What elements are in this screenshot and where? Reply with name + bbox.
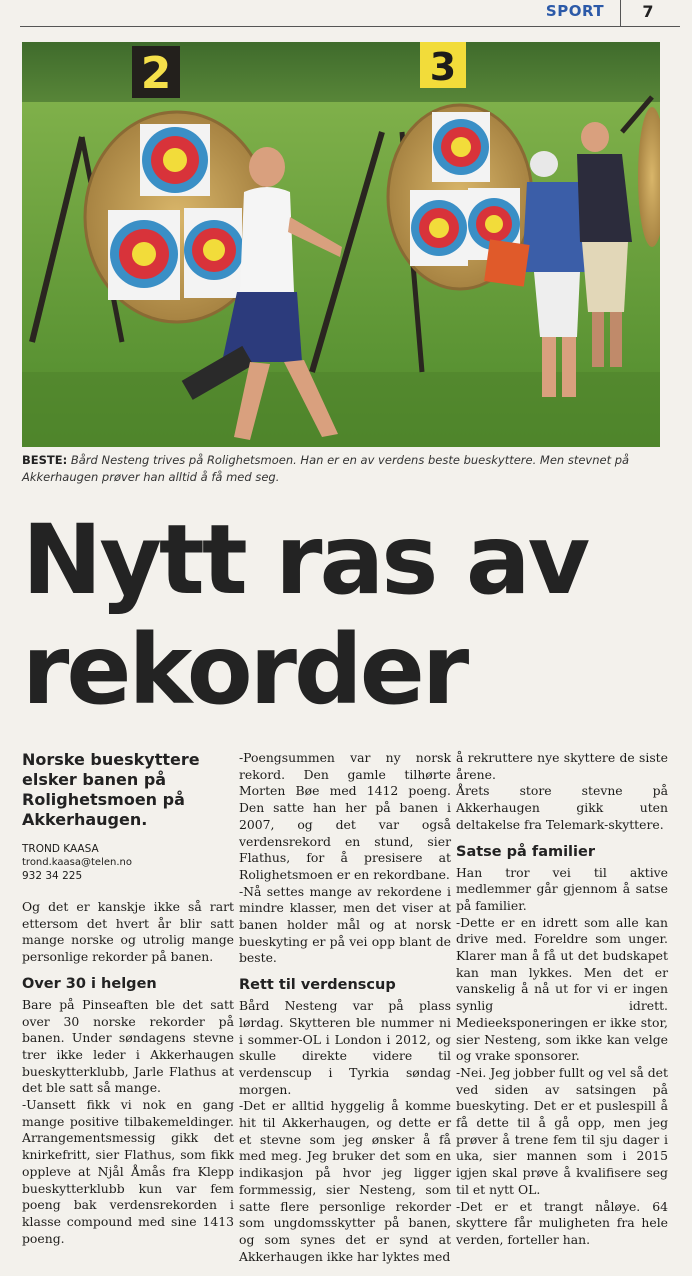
headline-line-2: rekorder <box>22 614 467 726</box>
header-rule <box>20 26 680 27</box>
paragraph: -Det er et trangt nåløye. 64 skyttere får muligheten fra hele verden, forteller han. <box>456 1198 668 1247</box>
target-number-3: 3 <box>429 45 457 89</box>
article-photo <box>22 42 660 447</box>
article-column-3 <box>456 750 668 1249</box>
paragraph: å rekruttere nye skyttere de siste årene. <box>456 750 668 782</box>
byline-name: TROND KAASA <box>22 843 99 855</box>
paragraph: -Uansett fikk vi nok en gang mange positive tilbakemeldinger. Arrangementsmessig gikk det knirkefritt, sier Flathus, som fikk oppleve at Njål Åmås fra Klepp bueskytterklubb kun var fem poeng bak verdensrekorden i klasse compound med sine 1413 poeng. <box>22 1097 234 1246</box>
headline-line-1: Nytt ras av <box>22 504 588 616</box>
caption-text: Bård Nesteng trives på Rolighetsmoen. Han er en av verdens beste bueskyttere. Men stevnet på Akkerhaugen prøver han alltid å få med seg. <box>22 453 630 484</box>
paragraph: -Nå settes mange av rekordene i mindre klasser, men det viser at banen holder mål og at norsk bueskyting er på vei opp blant de beste. <box>239 883 451 966</box>
article-column-2 <box>239 750 451 1265</box>
page-number: 7 <box>642 2 654 21</box>
article-column-1 <box>22 750 234 1247</box>
byline-phone: 932 34 225 <box>22 870 83 882</box>
photo-caption <box>22 452 660 486</box>
paragraph: Han tror vei til aktive medlemmer går gjennom å satse på familier. <box>456 864 668 913</box>
target-number-2: 2 <box>140 48 172 99</box>
subheading: Satse på familier <box>456 843 595 860</box>
subheading: Over 30 i helgen <box>22 975 157 992</box>
paragraph: Bård Nesteng var på plass lørdag. Skytteren ble nummer ni i sommer-OL i London i 2012, og skulle direkte videre til verdenscup i Tyrkia søndag morgen. <box>239 998 451 1097</box>
header-divider <box>620 0 621 26</box>
headline <box>22 505 672 725</box>
paragraph: -Poengsummen var ny norsk rekord. Den gamle tilhørte Morten Bøe med 1412 poeng. Den satte han her på banen i 2007, og det var også verdensrekord en stund, sier Flathus, for å presisere at Rolighetsmoen er en rekordbane. <box>239 750 451 882</box>
subheading: Rett til verdenscup <box>239 977 396 994</box>
section-label: SPORT <box>545 2 605 20</box>
paragraph: Bare på Pinseaften ble det satt over 30 norske rekorder på banen. Under søndagens stevne trer ikke leder i Akkerhaugen bueskytterklubb, Jarle Flathus at det ble satt så mange. <box>22 996 234 1096</box>
byline-email: trond.kaasa@telen.no <box>22 857 132 868</box>
article-lead: Norske bueskyttere elsker banen på Rolighetsmoen på Akkerhaugen. <box>22 750 200 829</box>
paragraph: -Nei. Jeg jobber fullt og vel så det ved siden av satsingen på bueskyting. Det er et puslespill å få dette til å gå opp, men jeg prøver å trene fem til sju dager i uka, sier mannen som i 2015 igjen skal prøve å kvalifisere seg til et nytt OL. <box>456 1064 668 1197</box>
caption-label: BESTE: <box>22 453 68 467</box>
paragraph: Og det er kanskje ikke så rart ettersom det hvert år blir satt mange norske og utrolig mange personlige rekorder på banen. <box>22 899 234 965</box>
paragraph: Årets store stevne på Akkerhaugen gikk uten deltakelse fra Telemark-skyttere. <box>456 783 668 832</box>
paragraph: -Dette er en idrett som alle kan drive med. Foreldre som unger. Klarer man å få ut det budskapet kan man lykkes. Men det er vanskelig å nå ut for vi er ingen synlig idrett. Medieeksponeringen er ikke stor, sier Nesteng, som ikke kan velge og vrake sponsorer. <box>456 914 668 1064</box>
paragraph: -Det er alltid hyggelig å komme hit til Akkerhaugen, og dette er et stevne som jeg ønsker å få med meg. Jeg bruker det som en indikasjon på hvor jeg ligger formmessig, sier Nesteng, som satte flere personlige rekorder som ungdomsskytter på banen, og som synes det er synd at Akkerhaugen ikke har lyktes med <box>239 1098 451 1264</box>
